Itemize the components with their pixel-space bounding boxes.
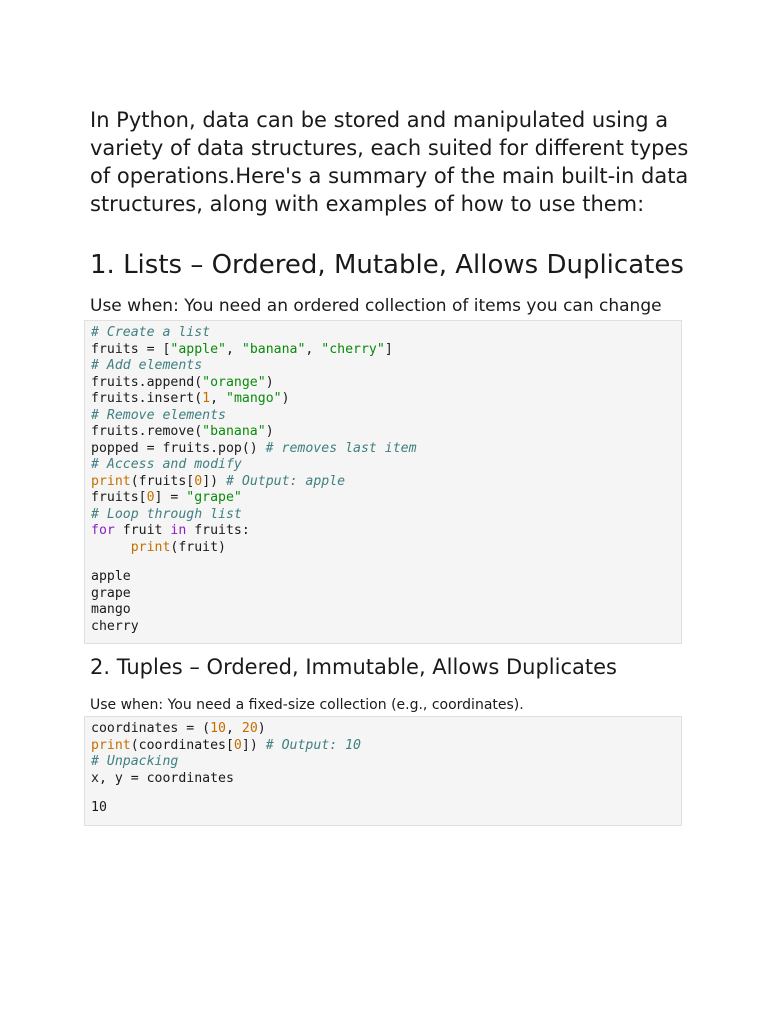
code-line xyxy=(91,474,675,491)
code-text: ]) xyxy=(241,737,266,753)
code-line xyxy=(91,391,675,408)
code-text: ) xyxy=(281,391,290,406)
code-text: ] = xyxy=(154,490,187,505)
code-number: 10 xyxy=(210,721,226,736)
code-line xyxy=(91,754,675,771)
output-line: mango xyxy=(91,602,131,617)
code-text: ] xyxy=(384,341,393,357)
code-comment: # removes last item xyxy=(265,440,417,456)
code-text: (fruit) xyxy=(170,539,226,555)
code-builtin: print xyxy=(91,737,131,753)
code-line xyxy=(91,441,675,458)
code-comment: # Loop through list xyxy=(91,506,242,522)
code-text: x, y = coordinates xyxy=(91,770,234,786)
code-text: fruits.remove( xyxy=(91,424,203,439)
code-comment: # Remove elements xyxy=(91,407,226,423)
code-line xyxy=(91,457,675,474)
code-text: ) xyxy=(265,374,274,390)
code-line xyxy=(91,540,675,557)
code-text: ]) xyxy=(202,473,227,489)
tuples-heading: 2. Tuples – Ordered, Immutable, Allows Duplicates xyxy=(90,655,617,679)
code-text: fruits: xyxy=(186,523,250,538)
code-comment: # Unpacking xyxy=(91,754,179,769)
code-string: "cherry" xyxy=(321,341,385,357)
code-comment: # Create a list xyxy=(91,325,211,340)
code-number: 0 xyxy=(194,473,203,489)
code-line xyxy=(91,523,675,540)
code-text: fruits = [ xyxy=(91,341,171,357)
code-text: , xyxy=(225,721,242,736)
code-string: "apple" xyxy=(170,341,226,357)
code-indent xyxy=(91,540,131,555)
output-line: cherry xyxy=(91,618,139,634)
lists-use-when: Use when: You need an ordered collection of items you can change xyxy=(90,296,662,316)
code-text: fruits[ xyxy=(91,490,147,505)
code-string: "orange" xyxy=(202,374,266,390)
code-line xyxy=(91,507,675,524)
code-comment: # Access and modify xyxy=(91,457,242,472)
code-text: , xyxy=(225,341,242,357)
code-text: coordinates = ( xyxy=(91,721,211,736)
intro-paragraph: In Python, data can be stored and manipulated using a variety of data structures, each suited for different types of operations.Here's a summary of the main built-in data structures, along with examples of how to use them: xyxy=(90,108,689,216)
code-keyword: for xyxy=(91,523,115,538)
code-comment: # Add elements xyxy=(91,358,203,373)
lists-code-cell[interactable] xyxy=(84,320,682,644)
code-line xyxy=(91,325,675,342)
code-comment: # Output: apple xyxy=(226,473,346,489)
code-text: , xyxy=(210,391,226,406)
code-line xyxy=(91,490,675,507)
tuples-use-when: Use when: You need a fixed-size collection (e.g., coordinates). xyxy=(90,697,524,713)
code-line xyxy=(91,721,675,738)
code-text: ) xyxy=(265,424,274,439)
lists-heading: 1. Lists – Ordered, Mutable, Allows Duplicates xyxy=(90,250,684,280)
code-text: (fruits[ xyxy=(130,473,195,489)
code-line xyxy=(91,771,675,788)
code-text: (coordinates[ xyxy=(130,737,234,753)
code-line xyxy=(91,358,675,375)
code-line xyxy=(91,738,675,755)
code-string: "banana" xyxy=(241,341,306,357)
code-builtin: print xyxy=(91,473,131,489)
code-text: ) xyxy=(257,721,266,736)
output-line: grape xyxy=(91,585,131,601)
code-text: fruits.insert( xyxy=(91,391,203,406)
code-number: 0 xyxy=(233,737,242,753)
code-keyword: in xyxy=(170,523,187,538)
code-number: 20 xyxy=(241,721,258,736)
tuples-code-cell[interactable] xyxy=(84,716,682,826)
code-text: , xyxy=(305,341,322,357)
code-comment: # Output: 10 xyxy=(265,737,361,753)
code-line xyxy=(91,424,675,441)
code-number: 1 xyxy=(202,391,211,406)
code-string: "grape" xyxy=(186,490,242,505)
code-line xyxy=(91,375,675,392)
code-text: popped = fruits.pop() xyxy=(91,440,266,456)
output-line: apple xyxy=(91,569,131,584)
code-text: fruit xyxy=(114,523,171,538)
code-line xyxy=(91,342,675,359)
code-builtin: print xyxy=(130,539,171,555)
code-line xyxy=(91,408,675,425)
output-line: 10 xyxy=(91,800,107,815)
code-string: "mango" xyxy=(226,391,282,406)
code-number: 0 xyxy=(146,490,155,505)
code-string: "banana" xyxy=(202,424,266,439)
code-text: fruits.append( xyxy=(91,374,203,390)
intro-block xyxy=(90,106,690,218)
